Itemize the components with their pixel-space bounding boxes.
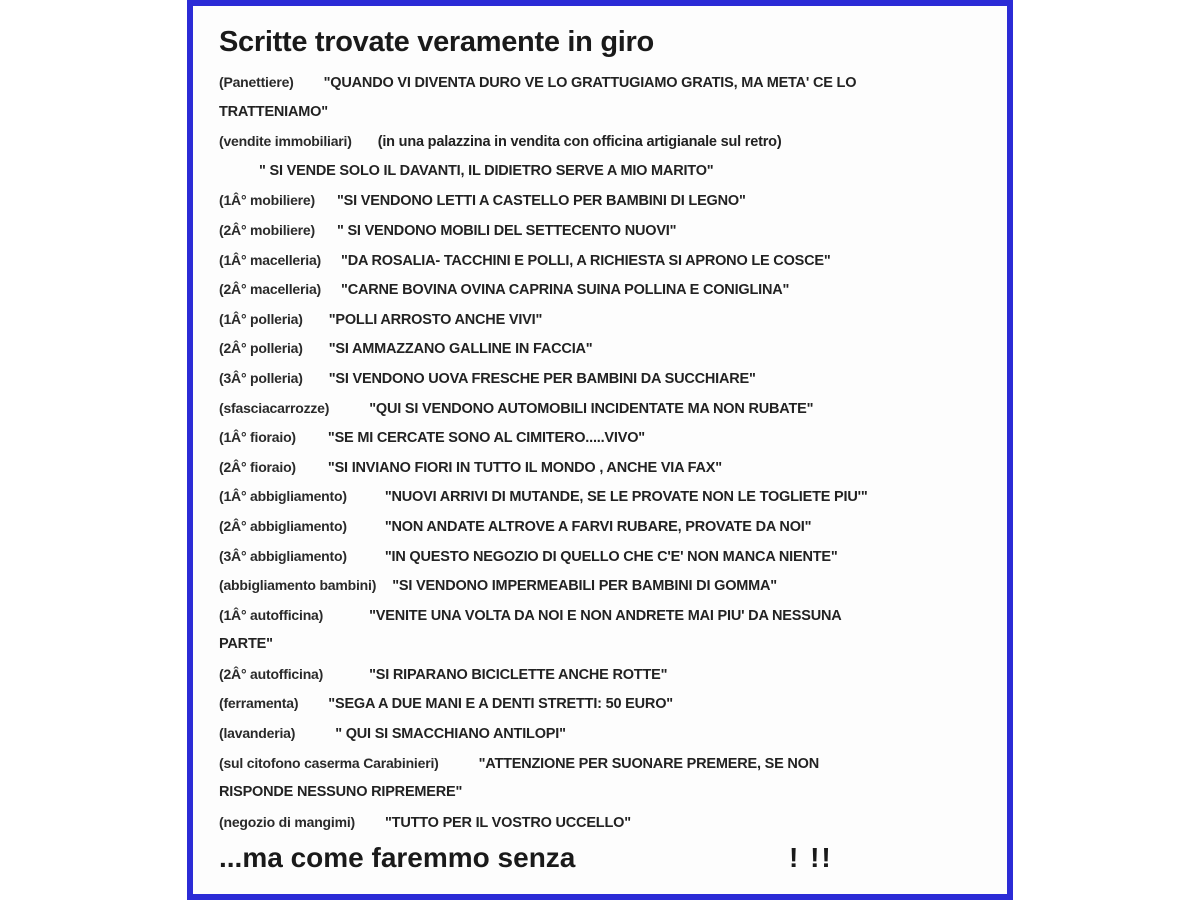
list-item (219, 364, 1009, 394)
sign-quote: "SE MI CERCATE SONO AL CIMITERO.....VIVO" (327, 430, 645, 447)
closing-text: ...ma come faremmo senza (219, 842, 576, 873)
shop-label: (negozio di mangimi) (219, 813, 355, 830)
shop-label: (3Â° abbigliamento) (219, 547, 347, 564)
shop-label: (1Â° abbigliamento) (219, 488, 347, 505)
sign-quote: RISPONDE NESSUNO RIPREMERE" (219, 784, 463, 801)
sign-quote: "SEGA A DUE MANI E A DENTI STRETTI: 50 EURO" (328, 696, 673, 713)
sign-quote: "SI VENDONO IMPERMEABILI PER BAMBINI DI GOMMA" (392, 578, 777, 595)
shop-label: (3Â° polleria) (219, 369, 303, 386)
list-item (219, 275, 1009, 305)
list-item (219, 749, 1009, 779)
list-item (219, 482, 1009, 512)
sign-quote: " QUI SI SMACCHIANO ANTILOPI" (335, 726, 566, 743)
list-item (219, 453, 1009, 483)
shop-label: (abbigliamento bambini) (219, 577, 377, 594)
closing-line (219, 842, 999, 874)
sign-quote: "VENITE UNA VOLTA DA NOI E NON ANDRETE MAI PIU' DA NESSUNA (369, 607, 842, 624)
sign-quote: "SI VENDONO LETTI A CASTELLO PER BAMBINI DI LEGNO" (336, 193, 746, 210)
list-item (219, 660, 1009, 690)
list-item (219, 68, 1009, 98)
sign-quote: "NON ANDATE ALTROVE A FARVI RUBARE, PROVATE DA NOI" (384, 518, 812, 535)
shop-label: (2Â° mobiliere) (219, 221, 315, 238)
sign-quote: "IN QUESTO NEGOZIO DI QUELLO CHE C'E' NON MANCA NIENTE" (384, 548, 838, 565)
sign-quote: "POLLI ARROSTO ANCHE VIVI" (328, 311, 543, 328)
exclamation-marks: ! !! (789, 842, 833, 873)
document-title: Scritte trovate veramente in giro (219, 26, 654, 58)
shop-label: (2Â° fioraio) (219, 458, 296, 475)
shop-label: (1Â° mobiliere) (219, 192, 315, 209)
shop-label: (1Â° fioraio) (219, 429, 296, 446)
shop-label: (2Â° polleria) (219, 340, 303, 357)
shop-label: (1Â° autofficina) (219, 606, 324, 623)
sign-quote: " SI VENDONO MOBILI DEL SETTECENTO NUOVI" (336, 222, 677, 239)
shop-label: (sul citofono caserma Carabinieri) (219, 754, 439, 771)
signs-list (219, 68, 1009, 837)
list-item (219, 778, 1009, 808)
list-item (219, 689, 1009, 719)
sign-quote: TRATTENIAMO" (219, 103, 328, 120)
list-item (219, 305, 1009, 335)
list-item (219, 542, 1009, 572)
sign-quote: "TUTTO PER IL VOSTRO UCCELLO" (385, 814, 631, 831)
list-item (219, 601, 1009, 631)
shop-label: (ferramenta) (219, 695, 299, 712)
list-item (219, 127, 1009, 157)
list-item (219, 719, 1009, 749)
shop-label: (1Â° polleria) (219, 310, 303, 327)
blue-border-frame (187, 0, 1013, 900)
sign-quote: "NUOVI ARRIVI DI MUTANDE, SE LE PROVATE NON LE TOGLIETE PIU'" (384, 489, 868, 506)
list-item (219, 216, 1009, 246)
sign-quote: "QUI SI VENDONO AUTOMOBILI INCIDENTATE MA NON RUBATE" (369, 400, 814, 417)
sign-quote: "SI AMMAZZANO GALLINE IN FACCIA" (328, 341, 593, 358)
list-item (219, 334, 1009, 364)
sign-quote: "DA ROSALIA- TACCHINI E POLLI, A RICHIESTA SI APRONO LE COSCE" (341, 252, 831, 269)
shop-label: (2Â° abbigliamento) (219, 517, 347, 534)
list-item (219, 394, 1009, 424)
sign-quote: "CARNE BOVINA OVINA CAPRINA SUINA POLLINA E CONIGLINA" (341, 282, 790, 299)
sign-quote: "QUANDO VI DIVENTA DURO VE LO GRATTUGIAMO GRATIS, MA META' CE LO (323, 75, 857, 91)
list-item (219, 512, 1009, 542)
sign-quote: " SI VENDE SOLO IL DAVANTI, IL DIDIETRO SERVE A MIO MARITO" (259, 162, 714, 179)
sign-quote: PARTE" (219, 636, 273, 653)
list-item (219, 808, 1009, 838)
shop-label: (2Â° autofficina) (219, 665, 324, 682)
list-item (219, 630, 1009, 660)
list-item (219, 98, 1009, 128)
shop-label: (lavanderia) (219, 725, 296, 742)
sign-quote: "SI RIPARANO BICICLETTE ANCHE ROTTE" (369, 666, 668, 683)
document-sheet (193, 6, 1007, 894)
list-item (219, 157, 1009, 187)
shop-label: (Panettiere) (219, 74, 294, 90)
shop-label: (sfasciacarrozze) (219, 399, 330, 416)
list-item (219, 423, 1009, 453)
shop-label: (2Â° macelleria) (219, 281, 322, 298)
sign-quote: "SI VENDONO UOVA FRESCHE PER BAMBINI DA SUCCHIARE" (328, 370, 756, 387)
sign-quote: (in una palazzina in vendita con officina artigianale sul retro) (377, 134, 782, 151)
list-item (219, 186, 1009, 216)
list-item (219, 571, 1009, 601)
sign-quote: "SI INVIANO FIORI IN TUTTO IL MONDO , ANCHE VIA FAX" (327, 459, 722, 476)
shop-label: (1Â° macelleria) (219, 251, 322, 268)
sign-quote: "ATTENZIONE PER SUONARE PREMERE, SE NON (478, 755, 819, 772)
list-item (219, 246, 1009, 276)
shop-label: (vendite immobiliari) (219, 133, 352, 150)
